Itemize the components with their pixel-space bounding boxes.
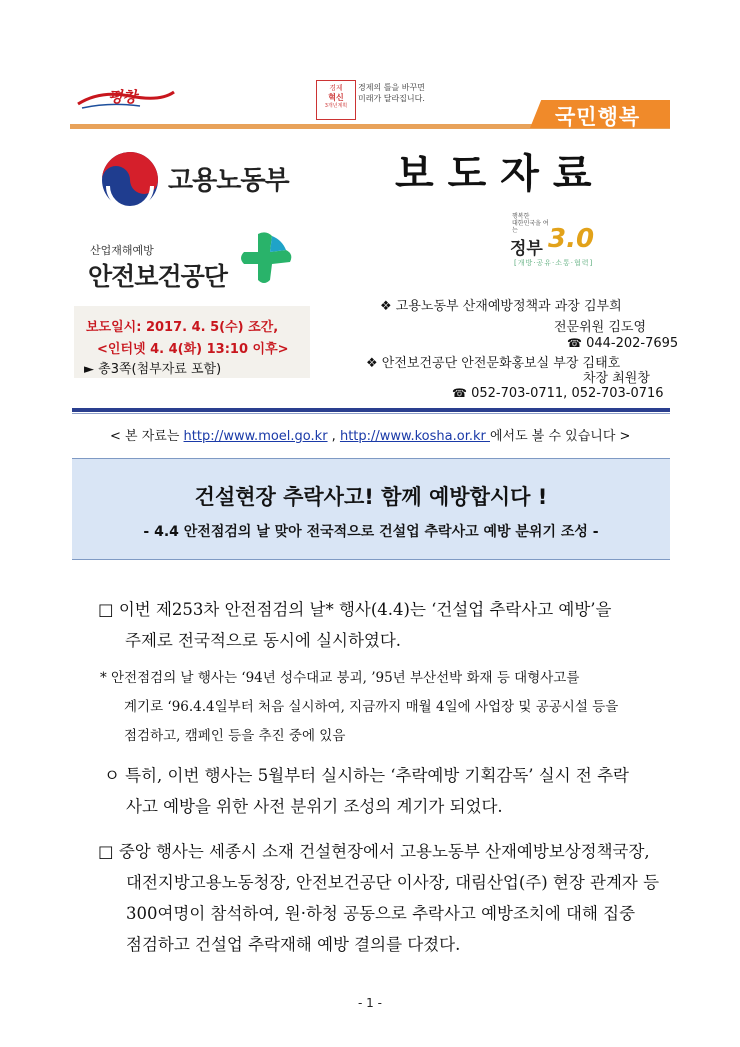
innovation-slogan-line2: 미래가 달라집니다. (358, 94, 425, 103)
innovation-badge-mid: 혁신 (328, 93, 344, 102)
phone-icon: ☎ (452, 386, 467, 400)
kosha-link[interactable]: http://www.kosha.or.kr (339, 429, 490, 444)
gov30-prefix: 정부 (510, 239, 543, 259)
contact-1-phone: 044-202-7695 (586, 336, 679, 351)
svg-text:평창: 평창 (108, 88, 137, 106)
contact-2-phone-row (452, 386, 664, 401)
para-3-line4: 점검하고 건설업 추락재해 예방 결의를 다졌다. (126, 935, 461, 954)
contact-2-phone: 052-703-0711, 052-703-0716 (471, 386, 664, 401)
gov30-tagline-1: 행복한 (512, 213, 530, 220)
para-2-line1: ㅇ 특히, 이번 행사는 5월부터 실시하는 ‘추락예방 기획감독’ 실시 전 추락 (104, 766, 629, 785)
header-divider-thin (72, 413, 670, 414)
contact-1-line2: 전문위원 김도영 (554, 320, 647, 335)
kosha-cross-logo-icon (236, 228, 296, 288)
pyeongchang-slogan-logo (70, 80, 180, 116)
headline-title: 건설현장 추락사고! 함께 예방합시다 ! (194, 485, 548, 509)
gov30-version: 3.0 (548, 224, 595, 254)
release-date-line2: <인터넷 4. 4(화) 13:10 이후> (97, 342, 289, 357)
moel-link[interactable]: http://www.moel.go.kr (183, 429, 328, 444)
footnote-line2: 계기로 ‘96.4.4일부터 처음 실시하여, 지금까지 매월 4일에 사업장 및 공공시설 등을 (124, 699, 619, 715)
innovation-badge-bottom: 3개년계획 (324, 103, 348, 109)
gov30-values: [개방·공유·소통·협력] (514, 259, 594, 267)
kosha-name: 안전보건공단 (88, 262, 227, 291)
para-3-line2: 대전지방고용노동청장, 안전보건공단 이사장, 대림산업(주) 현장 관계자 등 (126, 873, 660, 892)
innovation-slogan (358, 82, 468, 104)
footnote-line1: * 안전점검의 날 행사는 ‘94년 성수대교 붕괴, ’95년 부산선박 화재 등 대형사고를 (100, 670, 580, 686)
press-release-title: 보도자료 (395, 150, 606, 197)
headline-subtitle: - 4.4 안전점검의 날 맞아 전국적으로 건설업 추락사고 예방 분위기 조성 - (143, 524, 599, 540)
contact-2-line1: ❖ 안전보건공단 안전문화홍보실 부장 김태호 (366, 356, 621, 371)
footnote-line3: 점검하고, 캠페인 등을 추진 중에 있음 (124, 728, 346, 744)
gov30-tagline (512, 213, 552, 234)
para-3-line1: □ 중앙 행사는 세종시 소재 건설현장에서 고용노동부 산재예방보상정책국장, (98, 842, 650, 861)
phone-icon: ☎ (567, 336, 582, 350)
page-number: - 1 - (358, 996, 382, 1010)
innovation-badge-top: 경제 (329, 84, 343, 92)
para-1-line1: □ 이번 제253차 안전점검의 날* 행사(4.4)는 ‘건설업 추락사고 예방’을 (98, 600, 612, 619)
url-note (110, 425, 630, 444)
header-divider (72, 408, 670, 412)
para-2-line2: 사고 예방을 위한 사전 분위기 조성의 계기가 되었다. (126, 797, 503, 816)
contact-1-phone-row (567, 336, 678, 351)
url-note-prefix: < 본 자료는 (110, 429, 184, 444)
url-note-separator: , (327, 429, 340, 444)
para-3-line3: 300여명이 참석하여, 원·하청 공동으로 추락사고 예방조치에 대해 집중 (126, 904, 636, 923)
innovation-slogan-line1: 경제의 틀을 바꾸면 (358, 83, 425, 92)
contact-1-line1: ❖ 고용노동부 산재예방정책과 과장 김부희 (380, 299, 622, 314)
release-date-line1: 보도일시: 2017. 4. 5(수) 조간, (86, 320, 279, 335)
economic-innovation-logo (316, 80, 356, 120)
url-note-suffix: 에서도 볼 수 있습니다 > (490, 429, 631, 444)
kosha-subtitle: 산업재해예방 (90, 244, 154, 257)
release-page-count: ► 총3쪽(첨부자료 포함) (84, 362, 222, 377)
taegeuk-logo-icon (100, 150, 160, 210)
contact-2-line2: 차장 최원창 (583, 371, 650, 386)
gov30-tagline-2: 대한민국을 여는 (512, 220, 549, 234)
para-1-line2: 주제로 전국적으로 동시에 실시하였다. (125, 631, 402, 650)
happy-label: 국민행복 (555, 105, 641, 129)
moel-name: 고용노동부 (168, 166, 289, 196)
